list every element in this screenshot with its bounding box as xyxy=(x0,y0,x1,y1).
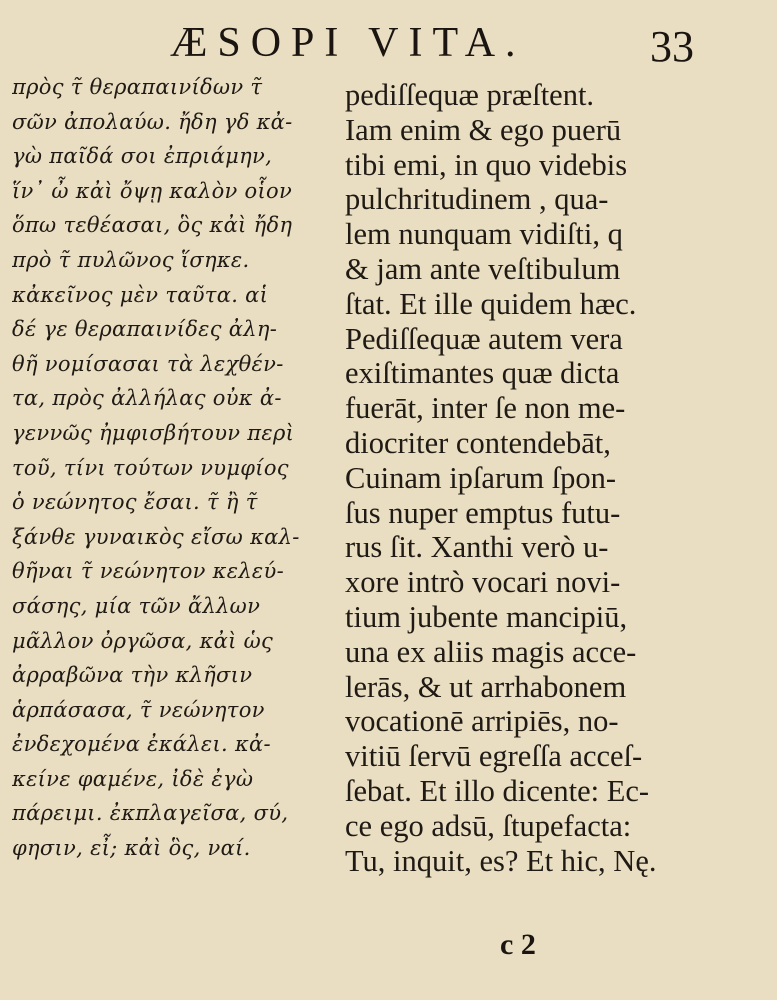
latin-line: ſtat. Et ille quidem hæc. xyxy=(345,286,637,321)
latin-line: Pediſſequæ autem vera xyxy=(345,321,623,356)
latin-line: exiſtimantes quæ dicta xyxy=(345,356,620,391)
running-head-title: ÆSOPI VITA. xyxy=(170,20,526,66)
greek-line: θῆναι τ̃ νεώνητον κελεύ- xyxy=(12,559,284,584)
greek-line: ἀρραβῶνα τὴν κλῆσιν xyxy=(12,663,253,688)
greek-line: δέ γε θεραπαινίδες ἀλη- xyxy=(12,317,278,342)
greek-line: ἐνδεχομένα ἐκάλει. κἀ- xyxy=(12,732,271,757)
latin-line: Tu, inquit, es? Et hic, Nę. xyxy=(345,843,657,878)
latin-line: tibi emi, in quo videbis xyxy=(345,147,628,182)
latin-line: & jam ante veſtibulum xyxy=(345,251,621,286)
greek-line: γὼ παῖδά σοι ἐπριάμην, xyxy=(12,144,273,169)
greek-line: γεννῶς ἠμφισβήτουν περὶ xyxy=(12,420,295,445)
page-number: 33 xyxy=(650,22,694,71)
greek-line: ἁρπάσασα, τ̃ νεώνητον xyxy=(12,697,265,722)
latin-line: fuerāt, inter ſe non me- xyxy=(345,391,626,426)
greek-line: σῶν ἀπολαύω. ἤδη γδ κἀ- xyxy=(12,109,293,134)
greek-line: φησιν, εἶ; κἀὶ ὃς, ναί. xyxy=(12,836,251,861)
greek-line: σάσης, μία τῶν ἄλλων xyxy=(12,593,261,618)
greek-line: πρὸ τ̃ πυλῶνος ἵσηκε. xyxy=(12,247,250,272)
greek-line: μᾶλλον ὀργῶσα, κἀὶ ὡς xyxy=(12,628,274,653)
latin-line: vocationē arripiēs, no- xyxy=(345,704,619,739)
greek-line: πρὸς τ̃ θεραπαινίδων τ̃ xyxy=(12,75,263,99)
latin-line: ſebat. Et illo dicente: Ec- xyxy=(345,773,650,808)
greek-line: κἀκεῖνος μὲν ταῦτα. αἱ xyxy=(12,282,269,307)
latin-line: lerās, & ut arrhabonem xyxy=(345,669,627,704)
latin-line: lem nunquam vidiſti, q xyxy=(345,217,623,252)
latin-line: Iam enim & ego puerū xyxy=(345,112,622,147)
greek-line: θῆ νομίσασαι τὰ λεχθέν- xyxy=(12,351,284,376)
greek-line: πάρειμι. ἐκπλαγεῖσα, σύ, xyxy=(12,801,289,826)
latin-line: ce ego adsū, ſtupefacta: xyxy=(345,808,632,843)
greek-line: ξάνθε γυναικὸς εἴσω καλ- xyxy=(12,524,300,549)
greek-line: τα, πρὸς ἀλλήλας οὐκ ἀ- xyxy=(12,386,282,411)
latin-line: pulchritudinem , qua- xyxy=(345,182,609,217)
signature-mark: c 2 xyxy=(500,928,536,961)
latin-line: vitiū ſervū egreſſa acceſ- xyxy=(345,739,643,774)
greek-line: κείνε φαμένε, ἰδὲ ἐγὼ xyxy=(12,766,254,791)
latin-line: Cuinam ipſarum ſpon- xyxy=(345,460,617,495)
latin-line: rus ſit. Xanthi verò u- xyxy=(345,530,609,565)
latin-line: ſus nuper emptus futu- xyxy=(345,495,621,530)
greek-text-column xyxy=(12,70,342,866)
greek-line: τοῦ, τίνι τούτων νυμφίος xyxy=(12,455,289,480)
latin-text-column xyxy=(345,78,725,878)
latin-line: una ex aliis magis acce- xyxy=(345,634,637,669)
latin-line: xore intrò vocari novi- xyxy=(345,565,621,600)
greek-line: ὅπω τεθέασαι, ὃς κἀὶ ἤδη xyxy=(12,213,293,238)
latin-line: tium jubente mancipiū, xyxy=(345,599,628,634)
latin-line: pediſſequæ præſtent. xyxy=(345,78,595,112)
greek-line: ὁ νεώνητος ἔσαι. τ̃ ἢ τ̃ xyxy=(12,490,258,515)
latin-line: diocriter contendebāt, xyxy=(345,425,611,460)
greek-line: ἵν᾽ ὦ κἀὶ ὄψῃ καλὸν οἷον xyxy=(12,178,293,203)
